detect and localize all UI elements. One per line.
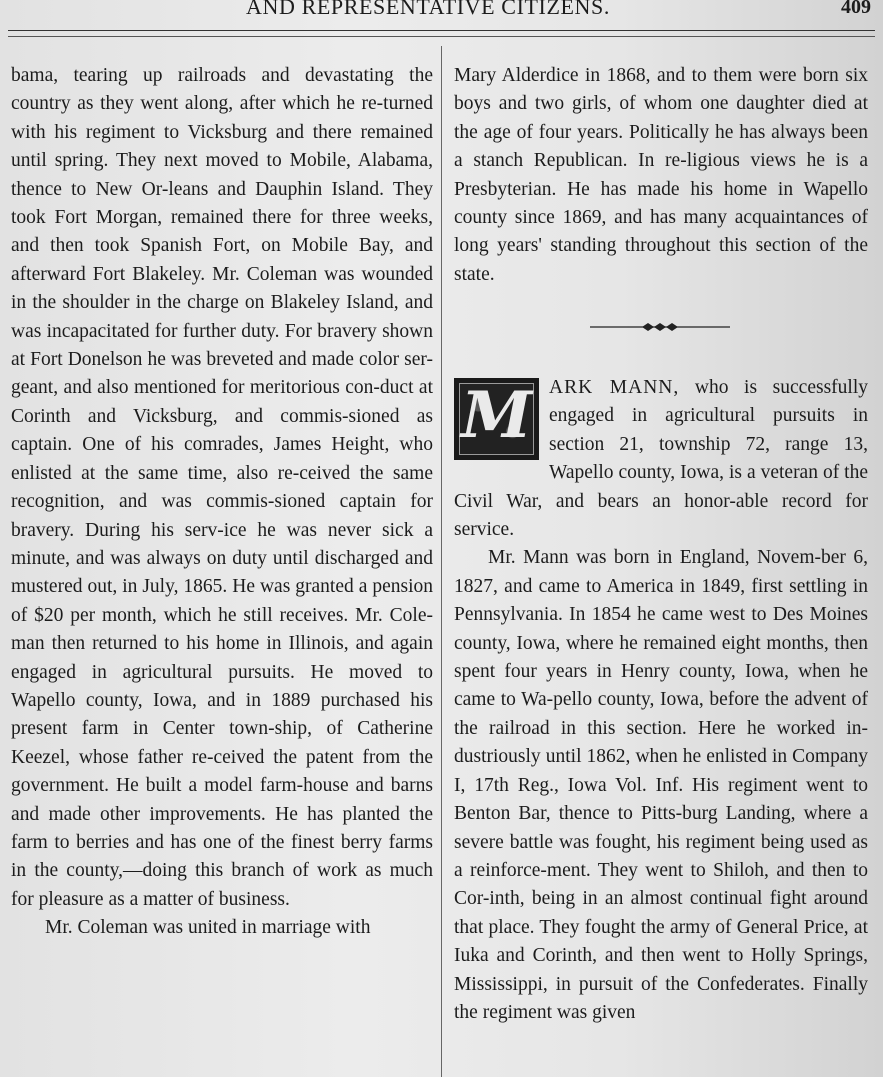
drop-cap-letter: M — [461, 378, 532, 453]
left-paragraph-2: Mr. Coleman was united in marriage with — [45, 917, 371, 939]
mann-paragraph-1 — [454, 374, 868, 544]
mann-name: ARK MANN, — [549, 377, 680, 398]
column-divider — [441, 46, 442, 1077]
running-head: AND REPRESENTATIVE CITIZENS. — [246, 0, 610, 19]
section-divider-ornament — [590, 320, 730, 334]
left-paragraph-1: bama, tearing up railroads and devastating the country as they went along, after which he re-turned with his regiment to Vicksburg and there remained until spring. They next moved to Mobile, Alabama, thence to New Or-leans and Dauphin Island. They took Fort Morgan, remained there for three weeks, and then took Spanish Fort, on Mobile Bay, and afterward Fort Blakeley. Mr. Coleman was wounded in the shoulder in the charge on Blakeley Island, and was incapacitated for further duty. For bravery shown at Fort Donelson he was breveted and made color ser-geant, and also mentioned for meritorious con-duct at Corinth and Vicksburg, and commis-sioned as captain. One of his comrades, James Height, who enlisted at the same time, also re-ceived the same recognition, and was commis-sioned captain for bravery. During his serv-ice he was never sick a minute, and was always on duty until discharged and mustered out, in July, 1865. He was granted a pension of $20 per month, which he still receives. Mr. Cole-man then returned to his home in Illinois, and again engaged in agricultural pursuits. He moved to Wapello county, Iowa, and in 1889 purchased his present farm in Center town-ship, of Catherine Keezel, whose father re-ceived the patent from the government. He built a model farm-house and barns and made other improvements. He has planted the farm to berries and has one of the finest berry farms in the county,—doing this branch of work as much for pleasure as a matter of business. — [11, 65, 433, 910]
left-column — [11, 62, 433, 943]
mann-paragraph-2: Mr. Mann was born in England, Novem-ber 6, 1827, and came to America in 1849, first settling in Pennsylvania. In 1854 he came west to Des Moines county, Iowa, where he remained eight months, then spent four years in Henry county, Iowa, when he came to Wa-pello county, Iowa, before the advent of the railroad in this section. Here he worked in-dustriously until 1862, when he enlisted in Company I, 17th Reg., Iowa Vol. Inf. His regiment went to Benton Bar, thence to Pitts-burg Landing, where a severe battle was fought, his regiment being used as a reinforce-ment. They went to Shiloh, and then to Cor-inth, being in an almost continual fight around that place. They fought the army of General Price, at Iuka and Corinth, and then went to Holly Springs, Mississippi, in pursuit of the Confederates. Finally the regiment was given — [454, 547, 868, 1023]
drop-cap-ornament — [454, 378, 539, 460]
right-column-bottom — [454, 374, 868, 1027]
page-header — [0, 0, 883, 24]
mann-intro-text: who is successfully engaged in agricultural pursuits in section 21, township 72, range 13, Wapello county, Iowa, is a veteran of the Civil War, and bears an honor-able record for service. — [454, 377, 868, 541]
page-number: 409 — [841, 0, 871, 18]
header-rule-top — [8, 30, 875, 31]
header-rule-bottom — [8, 36, 875, 37]
right-paragraph-coleman-end: Mary Alderdice in 1868, and to them were born six boys and two girls, of whom one daughter died at the age of four years. Politically he has always been a stanch Republican. In re-ligious views he is a Presbyterian. He has made his home in Wapello county since 1869, and has many acquaintances of long years' standing throughout this section of the state. — [454, 65, 868, 285]
right-column-top — [454, 62, 868, 289]
